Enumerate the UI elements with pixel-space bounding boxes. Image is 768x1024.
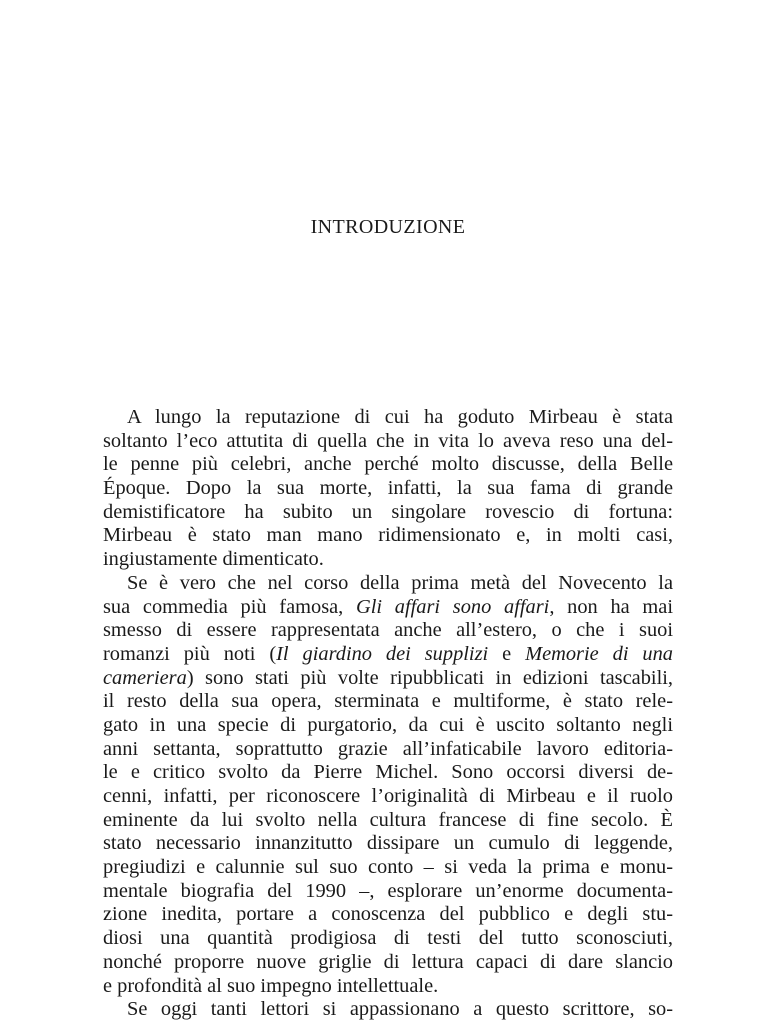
text-line: pregiudizi e calunnie sul suo conto – si veda la prima e monu-	[103, 856, 673, 879]
text-line: e profondità al suo impegno intellettuale.	[103, 974, 439, 997]
text-line: cenni, infatti, per riconoscere l’originalità di Mirbeau e il ruolo	[103, 785, 673, 807]
text-run: romanzi più noti (	[103, 642, 277, 665]
italic-title: Il giardino dei supplizi	[276, 642, 489, 665]
text-line: Se oggi tanti lettori si appassionano a questo scrittore, so-	[127, 998, 673, 1021]
text-line: ingiustamente dimenticato.	[103, 548, 324, 571]
text-line: diosi una quantità prodigiosa di testi del tutto sconosciuti,	[103, 927, 673, 950]
paragraph	[103, 998, 673, 1022]
italic-title: Memorie di una	[525, 642, 673, 665]
text-line: demistificatore ha subito un singolare rovescio di fortuna:	[103, 500, 673, 523]
text-line: le e critico svolto da Pierre Michel. Sono occorsi diversi de-	[103, 761, 673, 784]
paragraph	[103, 572, 673, 998]
text-line	[103, 596, 673, 620]
text-line: gato in una specie di purgatorio, da cui è uscito soltanto negli	[103, 713, 673, 736]
text-run: ) sono stati più volte ripubblicati in edizioni tascabili,	[186, 666, 673, 689]
text-line: A lungo la reputazione di cui ha goduto Mirbeau è stata	[127, 406, 673, 428]
body-text	[103, 406, 673, 1022]
text-line: anni settanta, soprattutto grazie all’infaticabile lavoro editoria-	[103, 737, 673, 760]
text-line: eminente da lui svolto nella cultura francese di fine secolo. È	[103, 808, 673, 831]
text-run: e	[488, 642, 526, 665]
text-line	[103, 667, 673, 691]
text-line: smesso di essere rappresentata anche all’estero, o che i suoi	[103, 619, 673, 642]
text-line: Époque. Dopo la sua morte, infatti, la sua fama di grande	[103, 477, 673, 500]
text-line: mentale biografia del 1990 –, esplorare un’enorme documenta-	[103, 879, 673, 902]
text-line: Se è vero che nel corso della prima metà del Novecento la	[127, 571, 673, 594]
chapter-title: INTRODUZIONE	[310, 216, 466, 238]
text-line: stato necessario innanzitutto dissipare un cumulo di leggende,	[103, 832, 673, 855]
text-line: il resto della sua opera, sterminata e multiforme, è stato rele-	[103, 690, 673, 713]
text-line: le penne più celebri, anche perché molto discusse, della Belle	[103, 453, 673, 476]
text-run: , non ha mai	[549, 595, 673, 618]
text-line: Mirbeau è stato man mano ridimensionato e, in molti casi,	[103, 524, 673, 547]
italic-title: cameriera	[103, 666, 187, 689]
paragraph	[103, 406, 673, 572]
text-line	[103, 643, 673, 667]
italic-title: Gli affari sono affari	[356, 595, 550, 618]
text-line: zione inedita, portare a conoscenza del pubblico e degli stu-	[103, 903, 673, 926]
text-line: nonché proporre nuove griglie di lettura capaci di dare slancio	[103, 950, 673, 973]
text-line: soltanto l’eco attutita di quella che in vita lo aveva reso una del-	[103, 429, 673, 452]
text-run: sua commedia più famosa,	[103, 595, 356, 618]
